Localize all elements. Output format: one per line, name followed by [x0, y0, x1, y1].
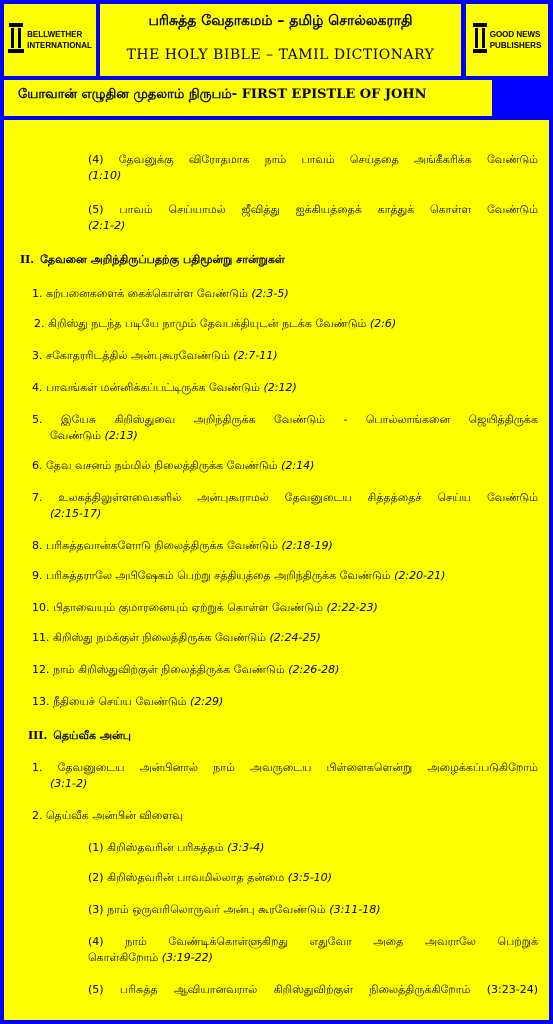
- line-text: (3) நாம் ஒருவரிலொருவர் அன்பு கூரவேண்டும்: [88, 903, 326, 916]
- verse-reference: (2:14): [281, 459, 315, 472]
- line-text: 11. கிறிஸ்து நமக்குள் நிலைத்திருக்க வேண்டும்: [32, 631, 266, 644]
- verse-reference: (2:7-11): [233, 349, 278, 362]
- verse-reference: (2:29): [190, 695, 224, 708]
- good-news-logo: [466, 4, 548, 76]
- section-title-tamil: யோவான் எழுதின முதலாம் நிருபம்-: [18, 87, 238, 102]
- content-line: [32, 694, 223, 710]
- line-text: 13. நீதியைச் செய்ய வேண்டும்: [32, 695, 187, 708]
- line-text: 8. பரிசுத்தவான்களோடு நிலைத்திருக்க வேண்டும்: [32, 539, 278, 552]
- line-text: 2. தெய்வீக அன்பின் விளைவு: [32, 809, 183, 822]
- verse-reference: (2:26-28): [288, 663, 340, 676]
- verse-reference: (3:3-4): [227, 841, 265, 854]
- verse-reference: (2:24-25): [269, 631, 321, 644]
- verse-reference: (2:18-19): [281, 539, 333, 552]
- content-line: [32, 662, 339, 678]
- line-text: (5) பரிசுத்த ஆவியானவரால் கிறிஸ்துவிற்குள் நிலைத்திருக்கிறோம் (3:23-24): [88, 983, 538, 996]
- content-line: [32, 380, 297, 396]
- content-line: [32, 286, 289, 302]
- logo-line: PUBLISHERS: [489, 41, 542, 50]
- line-text: (2:15-17): [50, 507, 102, 520]
- verse-reference: (2:22-23): [326, 601, 378, 614]
- line-text: 9. பரிசுத்தராலே அபிஷேகம் பெற்று சத்தியத்தை அறிந்திருக்க வேண்டும்: [32, 569, 391, 582]
- content-line: [50, 506, 101, 522]
- logo-line: INTERNATIONAL: [27, 41, 92, 50]
- line-text: (1) கிறிஸ்தவரின் பரிசுத்தம்: [88, 841, 224, 854]
- content-line: [88, 950, 213, 966]
- content-line: [88, 934, 538, 950]
- content-line: [88, 982, 538, 998]
- line-text: 10. பிதாவையும் குமாரனையும் ஏற்றுக் கொள்ள வேண்டும்: [32, 601, 323, 614]
- content-line: [32, 538, 333, 554]
- verse-reference: (3:11-18): [329, 903, 381, 916]
- verse-reference: (3:19-22): [161, 951, 213, 964]
- pillar-icon: [473, 23, 487, 57]
- content-line: [88, 870, 332, 886]
- content-line: [32, 490, 538, 506]
- content-line: [88, 902, 381, 918]
- verse-reference: (2:13): [104, 429, 138, 442]
- section-title-english: FIRST EPISTLE OF JOHN: [241, 87, 427, 102]
- content-line: [88, 168, 121, 184]
- content-line: [88, 840, 264, 856]
- line-text: 1. கற்பனைகளைக் கைக்கொள்ள வேண்டும்: [32, 287, 248, 300]
- roman-numeral: II.: [20, 253, 35, 266]
- content-line: [34, 316, 396, 332]
- line-text: (2) கிறிஸ்தவரின் பாவமில்லாத தன்மை: [88, 871, 285, 884]
- line-text: 2. கிறிஸ்து நடந்த படியே நாமும் தேவபக்தியுடன் நடக்க வேண்டும்: [34, 317, 367, 330]
- line-text: 6. தேவ வசனம் நம்மில் நிலைத்திருக்க வேண்டும்: [32, 459, 278, 472]
- pillar-icon: [8, 23, 24, 57]
- content-panel: [4, 120, 549, 1020]
- content-line: [32, 412, 538, 428]
- content-line: [50, 776, 87, 792]
- verse-reference: (2:12): [263, 381, 297, 394]
- content-line: [32, 600, 378, 616]
- line-text: 12. நாம் கிறிஸ்துவிற்குள் நிலைத்திருக்க வேண்டும்: [32, 663, 285, 676]
- verse-reference: (2:3-5): [251, 287, 289, 300]
- content-line: [32, 568, 445, 584]
- line-text: (5) பாவம் செய்யாமல் ஜீவித்து ஐக்கியத்தைக் காத்துக் கொள்ள வேண்டும்: [88, 203, 538, 216]
- line-text: (4) தேவனுக்கு விரோதமாக நாம் பாவம் செய்ததை அங்கீகரிக்க வேண்டும்: [88, 153, 538, 166]
- line-text: (2:1-2): [88, 219, 126, 232]
- section-heading: [20, 252, 285, 268]
- bellwether-logo: [4, 4, 96, 76]
- title-tamil: பரிசுத்த வேதாகமம் – தமிழ் சொல்லகராதி: [148, 13, 413, 29]
- content-line: [88, 152, 538, 168]
- logo-line: GOOD NEWS: [489, 30, 541, 39]
- line-text: தெய்வீக அன்பு: [53, 729, 131, 742]
- bellwether-logo-text: [27, 29, 92, 51]
- roman-numeral: III.: [28, 729, 48, 742]
- line-text: 1. தேவனுடைய அன்பினால் நாம் அவருடைய பிள்ளைகளென்று அழைக்கப்படுகிறோம்: [32, 761, 538, 774]
- line-text: (4) நாம் வேண்டிக்கொள்ளுகிறது எதுவோ அதை அவராலே பெற்றுக்: [88, 935, 538, 948]
- content-line: [32, 808, 183, 824]
- verse-reference: (2:6): [369, 317, 397, 330]
- line-text: 5. இயேசு கிறிஸ்துவை அறிந்திருக்க வேண்டும் - பொல்லாங்கனை ஜெயித்திருக்க: [32, 413, 538, 426]
- content-line: [32, 760, 538, 776]
- line-text: வேண்டும்: [50, 429, 102, 442]
- content-line: [88, 202, 538, 218]
- logo-line: BELLWETHER: [27, 30, 83, 39]
- verse-reference: (3:5-10): [287, 871, 332, 884]
- content-line: [50, 428, 138, 444]
- verse-reference: (2:20-21): [394, 569, 446, 582]
- good-news-logo-text: [490, 29, 542, 51]
- line-text: 3. சகோதரரிடத்தில் அன்புகூரவேண்டும்: [32, 349, 230, 362]
- line-text: தேவனை அறிந்திருப்பதற்கு பதிமூன்று சான்றுகள்: [40, 253, 285, 266]
- content-line: [32, 630, 321, 646]
- content-line: [32, 348, 278, 364]
- line-text: (1:10): [88, 169, 122, 182]
- section-heading: [28, 728, 131, 744]
- title-english: THE HOLY BIBLE – TAMIL DICTIONARY: [126, 47, 435, 63]
- content-line: [32, 458, 314, 474]
- line-text: கொள்கிறோம்: [88, 951, 159, 964]
- line-text: 4. பாவங்கள் மன்னிக்கப்பட்டிருக்க வேண்டும்: [32, 381, 260, 394]
- content-line: [88, 218, 125, 234]
- line-text: (3:1-2): [50, 777, 88, 790]
- title-panel: [100, 4, 461, 76]
- section-title: [4, 80, 492, 116]
- line-text: 7. உலகத்திலுள்ளவைகளில் அன்புகூராமல் தேவனுடைய சித்தத்தைச் செய்ய வேண்டும்: [32, 491, 538, 504]
